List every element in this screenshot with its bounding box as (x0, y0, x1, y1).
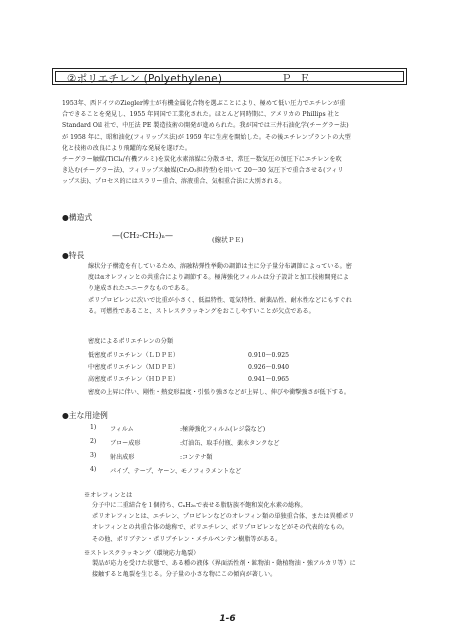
feature-line: ポリプロピレンに次いで比重が小さく、低温特性、電気特性、耐薬品性、耐水性などにもすぐれ (88, 296, 352, 304)
density-range: 0.941〜0.965 (248, 376, 289, 383)
density-range: 0.926〜0.940 (248, 364, 289, 371)
section-title: ②ポリエチレン (Polyethylene) (67, 73, 223, 85)
use-label: フィルム (110, 426, 134, 433)
intro-line: が 1958 年に、昭和油化(フィリップス法)が 1959 年に生産を開始した。その後エチレンプラントの大型 (62, 133, 351, 141)
use-description: :灯油缶、取手付瓶、薬水タンクなど (180, 440, 280, 447)
use-number: 3) (90, 452, 97, 459)
feature-line: 線状分子構造を有しているため、溶融粘弾性挙動の調節は主に分子量分布調節によっている。密 (88, 263, 352, 270)
density-title: 密度によるポリエチレンの分類 (88, 338, 173, 345)
stress-note-title: ※ストレスクラッキング（環境応力亀裂） (84, 550, 200, 557)
section-abbreviation: ＰＥ (281, 73, 318, 85)
density-name: 中密度ポリエチレン（ＭＤＰＥ） (88, 364, 180, 371)
uses-heading: ●主な用途例 (62, 411, 108, 420)
structure-heading: ●構造式 (62, 213, 93, 222)
section-title-box (52, 68, 407, 85)
intro-line: ップス法)、プロセス的にはスラリー重合、溶液重合、気相重合法に大別される。 (62, 178, 286, 186)
density-range: 0.910〜0.925 (248, 352, 289, 359)
stress-note-body (92, 558, 437, 580)
olefin-note-line: ポリオレフィンとは、エチレン、プロピレンなどのオレフィン類の単独重合体、または異種ポリ (92, 513, 355, 521)
density-note: 密度の上昇に伴い、剛性・熱変形温度・引張り強さなどが上昇し、伸びや衝撃強さが低下する。 (88, 389, 351, 396)
page-number: 1-6 (219, 614, 236, 624)
density-name: 低密度ポリエチレン（ＬＤＰＥ） (88, 352, 180, 359)
use-number: 4) (90, 466, 97, 473)
intro-line: 合できることを発見し、1955 年同国で工業化された。ほとんど同時期に、アメリカの Phillips 社と (62, 111, 340, 119)
use-label: 射出成形 (110, 454, 135, 461)
use-description: :コンテナ類 (180, 454, 213, 461)
olefin-note-line: その他、ポリブテン・ポリブチレン・メチルペンテン樹脂等がある。 (92, 535, 282, 543)
stress-note-line: 接触すると亀裂を生じる。分子量の小さな物にこの傾向が著しい。 (92, 571, 277, 579)
features-paragraph (88, 261, 433, 317)
feature-line: り達成されたユニークなものである。 (88, 285, 193, 293)
structural-formula: —(CH₂-CH₂)ₙ— (112, 231, 174, 240)
formula-note: (線状ＰＥ) (212, 236, 244, 244)
use-number: 1) (90, 424, 97, 431)
olefin-note-line: 分子中に二重結合を１個持ち、CₙH₂ₙで表せる脂肪族不飽和炭化水素の総称。 (92, 502, 307, 509)
density-name: 高密度ポリエチレン（ＨＤＰＥ） (88, 376, 180, 383)
intro-line: 化と技術の改良により飛躍的な発展を遂げた。 (62, 144, 192, 152)
use-label: ブロー成形 (110, 440, 141, 447)
olefin-note-title: ※オレフィンとは (84, 492, 133, 499)
use-label: パイプ、テープ、ヤーン、モノフィラメントなど (110, 468, 242, 475)
intro-line: Standard Oil 社で、中圧法 PE 製造技術の開発が進められた。我が国では三井石油化学(チーグラー法) (62, 122, 349, 130)
intro-line: 1953年、西ドイツのZiegler博士が有機金属化合物を選ぶことにより、極めて低い圧力でエチレンが重 (62, 100, 346, 107)
feature-line: 度はαオレフィンとの共重合により調節する。極薄強化フィルムは分子設計と加工技術開発によ (88, 274, 349, 282)
intro-line: チーグラー触媒(TiCl₄/有機アルミ)を炭化水素溶媒に分散させ、常圧〜数気圧の加圧下にエチレンを吹 (62, 156, 342, 164)
stress-note-line: 製品が応力を受けた状態で、ある種の液体（界面活性剤・鉱物油・動植物油・強アルカリ等）に (92, 560, 356, 567)
features-heading: ●特長 (62, 251, 85, 260)
olefin-note-line: オレフィンとの共重合体の総称で、ポリエチレン、ポリプロピレンなどがその代表的なもの。 (92, 524, 349, 532)
olefin-note-body (92, 500, 437, 545)
use-description: :極薄強化フィルム(レジ袋など) (180, 426, 266, 433)
intro-line: き込む(チーグラー法)、フィリップス触媒(Cr₂O₃担持型)を用いて 20〜30 気圧下で重合させる(フィリ (62, 167, 344, 175)
intro-paragraph (62, 98, 407, 188)
use-number: 2) (90, 438, 97, 445)
feature-line: る。可燃性であること、ストレスクラッキングをおこしやすいことが欠点である。 (88, 307, 315, 315)
